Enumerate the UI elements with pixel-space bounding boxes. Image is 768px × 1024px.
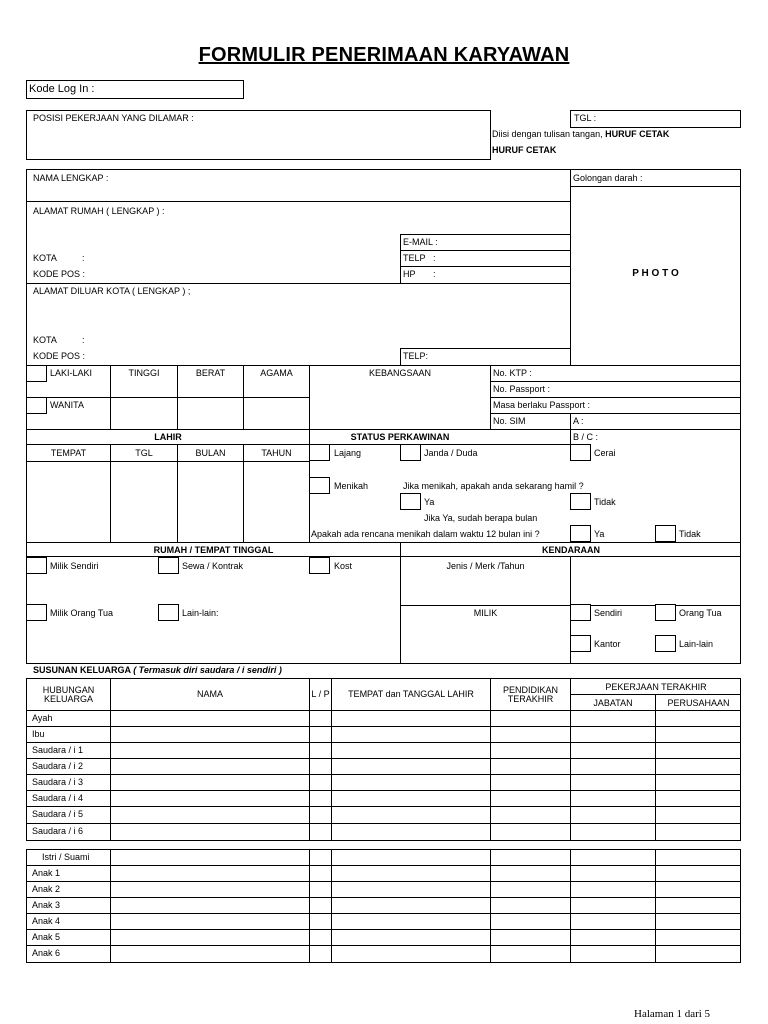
hp-colon: : [433, 269, 436, 279]
family-row-label: Anak 4 [32, 916, 61, 926]
family-nama-input[interactable] [111, 882, 309, 896]
jenis-label: Jenis / Merk /Tahun [446, 561, 525, 571]
alamat-label: ALAMAT RUMAH ( LENGKAP ) : [33, 206, 165, 216]
family-perusahaan-input[interactable] [656, 775, 740, 789]
family-jabatan-input[interactable] [571, 866, 655, 880]
tempat-label: TEMPAT [50, 448, 87, 458]
family-perusahaan-input[interactable] [656, 914, 740, 928]
kost-label: Kost [334, 561, 353, 571]
photo-label: P H O T O [632, 268, 679, 279]
family-nama-input[interactable] [111, 711, 309, 725]
masa-input[interactable] [586, 398, 739, 413]
family-ttl-input[interactable] [332, 882, 490, 896]
family-nama-input[interactable] [111, 807, 309, 822]
family-jabatan-input[interactable] [571, 807, 655, 822]
family-lp-input[interactable] [310, 882, 331, 896]
lain-rumah-checkbox[interactable] [158, 604, 179, 621]
family-jabatan-input[interactable] [571, 727, 655, 741]
family-nama-input[interactable] [111, 946, 309, 961]
alamat-luar-input[interactable] [30, 298, 568, 330]
telp-label: TELP [403, 253, 426, 263]
family-nama-input[interactable] [111, 743, 309, 757]
email-input[interactable] [440, 235, 568, 249]
rencana-tidak-checkbox[interactable] [655, 525, 676, 542]
kota-label: KOTA [33, 253, 57, 263]
family-pendidikan-input[interactable] [491, 824, 570, 839]
laki-checkbox[interactable] [26, 365, 47, 382]
family-row-label: Saudara / i 4 [32, 793, 84, 803]
susunan-keluarga-title [33, 665, 282, 676]
family-row-label: Saudara / i 2 [32, 761, 84, 771]
bulan-lahir-input[interactable] [178, 463, 243, 541]
family-pendidikan-input[interactable] [491, 727, 570, 741]
wanita-checkbox[interactable] [26, 397, 47, 414]
kendaraan-ortu-checkbox[interactable] [655, 604, 676, 621]
janda-checkbox[interactable] [400, 444, 421, 461]
family-ttl-input[interactable] [332, 946, 490, 961]
family-ttl-input[interactable] [332, 807, 490, 822]
family-lp-input[interactable] [310, 791, 331, 805]
tgl-lahir-input[interactable] [111, 463, 177, 541]
family-lp-input[interactable] [310, 743, 331, 757]
family-lp-input[interactable] [310, 914, 331, 928]
tgl-lahir-label: TGL [135, 448, 153, 458]
family-perusahaan-input[interactable] [656, 866, 740, 880]
family-pendidikan-input[interactable] [491, 866, 570, 880]
family-lp-input[interactable] [310, 930, 331, 944]
col-hubungan-2: KELUARGA [43, 694, 94, 704]
col-jabatan: JABATAN [593, 698, 633, 708]
family-lp-input[interactable] [310, 850, 331, 864]
family-ttl-input[interactable] [332, 791, 490, 805]
lajang-checkbox[interactable] [309, 444, 330, 461]
note-prefix: Diisi dengan tulisan tangan, [492, 129, 606, 139]
family-pendidikan-input[interactable] [491, 898, 570, 912]
family-lp-input[interactable] [310, 866, 331, 880]
family-nama-input[interactable] [111, 898, 309, 912]
nama-input[interactable] [110, 171, 568, 199]
hp-label: HP [403, 269, 416, 279]
hamil-ya-label: Ya [424, 497, 435, 507]
kodepos-label: KODE POS : [33, 269, 86, 279]
rencana-tidak-label: Tidak [679, 529, 701, 539]
ktp-input[interactable] [532, 366, 739, 381]
family-pendidikan-input[interactable] [491, 930, 570, 944]
family-row-label: Saudara / i 3 [32, 777, 84, 787]
rencana-ya-checkbox[interactable] [570, 525, 591, 542]
lain-rumah-input[interactable] [222, 606, 398, 620]
family-pendidikan-input[interactable] [491, 711, 570, 725]
family-row-label: Anak 2 [32, 884, 61, 894]
col-pend-1: PENDIDIKAN [502, 685, 558, 695]
lahir-header: LAHIR [154, 432, 182, 442]
family-jabatan-input[interactable] [571, 791, 655, 805]
kendaraan-ortu-label: Orang Tua [679, 608, 722, 618]
family-nama-input[interactable] [111, 775, 309, 789]
family-ttl-input[interactable] [332, 850, 490, 864]
kost-checkbox[interactable] [309, 557, 330, 574]
alamat-luar-label: ALAMAT DILUAR KOTA ( LENGKAP ) ; [33, 286, 191, 296]
telp2-input[interactable] [432, 349, 568, 364]
family-row-label: Saudara / i 1 [32, 745, 84, 755]
family-lp-input[interactable] [310, 946, 331, 961]
family-jabatan-input[interactable] [571, 898, 655, 912]
telp-colon: : [433, 253, 436, 263]
kendaraan-sendiri-label: Sendiri [594, 608, 623, 618]
kota2-colon: : [82, 335, 85, 345]
kodepos2-label: KODE POS : [33, 351, 86, 361]
sim-bc-label: B / C : [573, 432, 599, 442]
family-ttl-input[interactable] [332, 898, 490, 912]
milik-ortu-checkbox[interactable] [26, 604, 47, 621]
family-perusahaan-input[interactable] [656, 711, 740, 725]
bulan-label: BULAN [195, 448, 226, 458]
family-perusahaan-input[interactable] [656, 930, 740, 944]
sewa-checkbox[interactable] [158, 557, 179, 574]
family-ttl-input[interactable] [332, 824, 490, 839]
berat-label: BERAT [195, 368, 226, 378]
kendaraan-kantor-checkbox[interactable] [570, 635, 591, 652]
family-nama-input[interactable] [111, 824, 309, 839]
family-ttl-input[interactable] [332, 775, 490, 789]
family-lp-input[interactable] [310, 898, 331, 912]
berat-input[interactable] [178, 399, 243, 428]
rumah-header: RUMAH / TEMPAT TINGGAL [153, 545, 274, 555]
family-row-label: Anak 6 [32, 948, 61, 958]
hamil-tidak-checkbox[interactable] [570, 493, 591, 510]
hamil-ya-checkbox[interactable] [400, 493, 421, 510]
bulan-hamil-input[interactable] [534, 511, 568, 524]
kendaraan-sendiri-checkbox[interactable] [570, 604, 591, 621]
alamat-input[interactable] [30, 217, 398, 249]
family-ttl-input[interactable] [332, 711, 490, 725]
hp-input[interactable] [440, 267, 568, 282]
kota2-input[interactable] [90, 333, 568, 347]
family-lp-input[interactable] [310, 711, 331, 725]
lajang-label: Lajang [334, 448, 362, 458]
family-nama-input[interactable] [111, 759, 309, 773]
sim-label: No. SIM [493, 416, 526, 426]
bulan-question: Jika Ya, sudah berapa bulan [424, 513, 538, 523]
ktp-label: No. KTP : [493, 368, 532, 378]
col-hubungan-1: HUBUNGAN [42, 685, 95, 695]
note-bold: HURUF CETAK [605, 129, 670, 139]
family-jabatan-input[interactable] [571, 711, 655, 725]
hamil-tidak-label: Tidak [594, 497, 616, 507]
nama-label: NAMA LENGKAP : [33, 173, 109, 183]
family-ttl-input[interactable] [332, 930, 490, 944]
family-nama-input[interactable] [111, 914, 309, 928]
family-perusahaan-input[interactable] [656, 759, 740, 773]
family-perusahaan-input[interactable] [656, 791, 740, 805]
family-perusahaan-input[interactable] [656, 807, 740, 822]
tgl-label: TGL : [574, 113, 597, 123]
col-perusahaan: PERUSAHAAN [667, 698, 730, 708]
kodepos2-input[interactable] [90, 349, 398, 364]
family-lp-input[interactable] [310, 759, 331, 773]
sim-a-label: A : [573, 416, 584, 426]
family-ttl-input[interactable] [332, 743, 490, 757]
family-lp-input[interactable] [310, 807, 331, 822]
family-perusahaan-input[interactable] [656, 882, 740, 896]
tinggi-label: TINGGI [128, 368, 160, 378]
milik-sendiri-checkbox[interactable] [26, 557, 47, 574]
posisi-label: POSISI PEKERJAAN YANG DILAMAR : [33, 113, 194, 123]
family-jabatan-input[interactable] [571, 775, 655, 789]
family-row-label: Saudara / i 6 [32, 826, 84, 836]
family-perusahaan-input[interactable] [656, 743, 740, 757]
milik-sendiri-label: Milik Sendiri [50, 561, 99, 571]
family-jabatan-input[interactable] [571, 882, 655, 896]
family-jabatan-input[interactable] [571, 914, 655, 928]
rencana-ya-label: Ya [594, 529, 605, 539]
tinggi-input[interactable] [111, 399, 177, 428]
family-pendidikan-input[interactable] [491, 946, 570, 961]
family-ttl-input[interactable] [332, 866, 490, 880]
sim-bc-input[interactable] [604, 430, 739, 444]
family-ttl-input[interactable] [332, 759, 490, 773]
passport-label: No. Passport : [493, 384, 551, 394]
family-lp-input[interactable] [310, 775, 331, 789]
sewa-label: Sewa / Kontrak [182, 561, 244, 571]
telp-input[interactable] [440, 251, 568, 265]
menikah-label: Menikah [334, 481, 369, 491]
golongan-label: Golongan darah : [573, 173, 643, 183]
cerai-label: Cerai [594, 448, 616, 458]
family-row-label: Saudara / i 5 [32, 809, 84, 819]
family-row-label: Ibu [32, 729, 45, 739]
family-nama-input[interactable] [111, 727, 309, 741]
family-pendidikan-input[interactable] [491, 791, 570, 805]
family-jabatan-input[interactable] [571, 930, 655, 944]
kebangsaan-input[interactable] [310, 382, 490, 428]
family-pendidikan-input[interactable] [491, 850, 570, 864]
cerai-checkbox[interactable] [570, 444, 591, 461]
kodepos-input[interactable] [90, 267, 398, 282]
family-row-label: Anak 1 [32, 868, 61, 878]
status-header: STATUS PERKAWINAN [350, 432, 450, 442]
page-number: Halaman 1 dari 5 [634, 1008, 711, 1020]
family-pendidikan-input[interactable] [491, 759, 570, 773]
susunan-note: ( Termasuk diri saudara / i sendiri ) [133, 665, 282, 675]
family-row-label: Anak 3 [32, 900, 61, 910]
agama-input[interactable] [244, 399, 309, 428]
family-pendidikan-input[interactable] [491, 743, 570, 757]
kendaraan-header: KENDARAAN [542, 545, 600, 555]
family-nama-input[interactable] [111, 791, 309, 805]
kendaraan-kantor-label: Kantor [594, 639, 621, 649]
kota-input[interactable] [90, 251, 398, 265]
family-lp-input[interactable] [310, 727, 331, 741]
family-jabatan-input[interactable] [571, 743, 655, 757]
kendaraan-lain-label: Lain-lain [679, 639, 714, 649]
note-line2: HURUF CETAK [492, 145, 557, 155]
family-pendidikan-input[interactable] [491, 775, 570, 789]
janda-label: Janda / Duda [424, 448, 478, 458]
jenis-input[interactable] [572, 558, 739, 604]
family-nama-input[interactable] [111, 850, 309, 864]
col-kerja: PEKERJAAN TERAKHIR [605, 682, 707, 692]
kendaraan-lain-checkbox[interactable] [655, 635, 676, 652]
family-nama-input[interactable] [111, 930, 309, 944]
laki-label: LAKI-LAKI [50, 368, 93, 378]
lain-rumah-label: Lain-lain: [182, 608, 219, 618]
family-perusahaan-input[interactable] [656, 850, 740, 864]
rencana-question: Apakah ada rencana menikah dalam waktu 12 bulan ini ? [311, 529, 540, 539]
col-pend-2: TERAKHIR [507, 694, 554, 704]
kode-login-label: Kode Log In : [29, 83, 95, 95]
hamil-question: Jika menikah, apakah anda sekarang hamil ? [403, 481, 584, 491]
family-jabatan-input[interactable] [571, 946, 655, 961]
form-title: FORMULIR PENERIMAAN KARYAWAN [198, 44, 570, 66]
tempat-lahir-input[interactable] [27, 463, 110, 541]
tahun-lahir-input[interactable] [244, 463, 309, 541]
family-lp-input[interactable] [310, 824, 331, 839]
family-ttl-input[interactable] [332, 727, 490, 741]
family-perusahaan-input[interactable] [656, 824, 740, 839]
telp2-label: TELP: [403, 351, 429, 361]
family-jabatan-input[interactable] [571, 824, 655, 839]
family-pendidikan-input[interactable] [491, 807, 570, 822]
email-label: E-MAIL : [403, 237, 438, 247]
family-ttl-input[interactable] [332, 914, 490, 928]
family-jabatan-input[interactable] [571, 759, 655, 773]
family-perusahaan-input[interactable] [656, 946, 740, 961]
kebangsaan-label: KEBANGSAAN [368, 368, 432, 378]
family-nama-input[interactable] [111, 866, 309, 880]
passport-input[interactable] [550, 382, 739, 397]
agama-label: AGAMA [260, 368, 293, 378]
col-nama: NAMA [196, 689, 223, 699]
masa-label: Masa berlaku Passport : [493, 400, 591, 410]
family-pendidikan-input[interactable] [491, 882, 570, 896]
kota2-label: KOTA [33, 335, 57, 345]
tahun-label: TAHUN [261, 448, 292, 458]
menikah-checkbox[interactable] [309, 477, 330, 494]
family-perusahaan-input[interactable] [656, 727, 740, 741]
wanita-label: WANITA [50, 400, 84, 410]
sim-a-input[interactable] [588, 414, 739, 429]
susunan-label: SUSUNAN KELUARGA [33, 665, 131, 675]
family-jabatan-input[interactable] [571, 850, 655, 864]
family-perusahaan-input[interactable] [656, 898, 740, 912]
family-row-label: Istri / Suami [42, 852, 90, 862]
milik-label: MILIK [473, 608, 498, 618]
family-row-label: Ayah [32, 713, 53, 723]
col-lp: L / P [311, 689, 330, 699]
kota-colon: : [82, 253, 85, 263]
milik-ortu-label: Milik Orang Tua [50, 608, 114, 618]
col-ttl: TEMPAT dan TANGGAL LAHIR [348, 689, 474, 699]
family-row-label: Anak 5 [32, 932, 61, 942]
family-pendidikan-input[interactable] [491, 914, 570, 928]
